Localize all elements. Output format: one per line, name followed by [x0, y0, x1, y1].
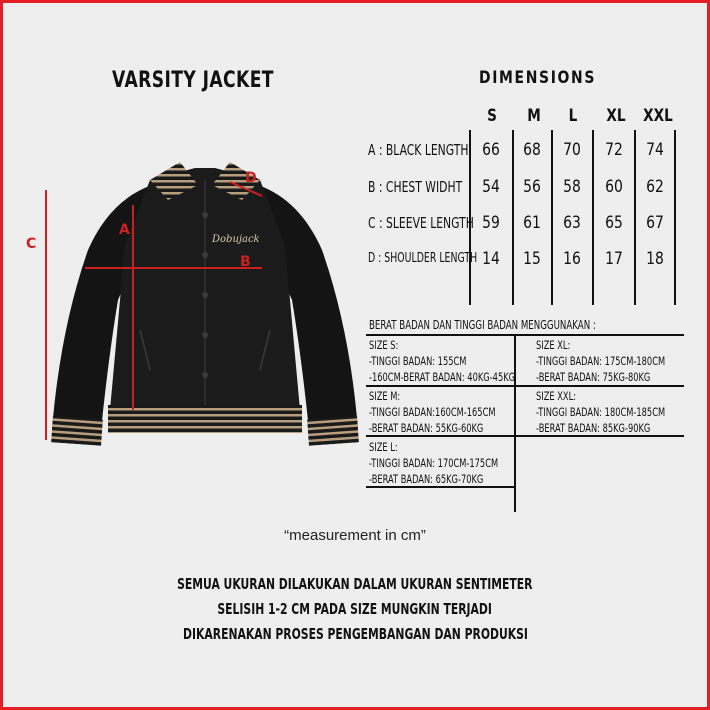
fit-height-line: -TINGGI BADAN: 155CM — [369, 354, 467, 368]
fit-guide-divider — [366, 486, 514, 488]
table-divider — [512, 130, 514, 305]
fit-height-line: -TINGGI BADAN:160CM-165CM — [369, 405, 496, 419]
fit-size-label: SIZE S: — [369, 338, 399, 352]
fit-height-line: -TINGGI BADAN: 170CM-175CM — [369, 456, 499, 470]
table-cell: 66 — [482, 140, 500, 160]
fit-weight-line: -BERAT BADAN: 55KG-60KG — [369, 421, 484, 435]
fit-guide-divider — [514, 334, 516, 512]
disclaimer-text: DIKARENAKAN PROSES PENGEMBANGAN DAN PRODUKSI — [182, 625, 528, 643]
jacket-title: VARSITY JACKET — [112, 68, 274, 93]
table-cell: 56 — [523, 177, 541, 197]
table-cell: 59 — [482, 213, 500, 233]
fit-weight-line: -BERAT BADAN: 65KG-70KG — [369, 472, 484, 486]
table-divider — [592, 130, 594, 305]
table-cell: 61 — [523, 213, 541, 233]
fit-guide-divider — [366, 435, 684, 437]
fit-weight-line: -BERAT BADAN: 85KG-90KG — [536, 421, 651, 435]
fit-size-label: SIZE L: — [369, 440, 398, 454]
table-cell: 67 — [646, 213, 664, 233]
fit-guide-heading: BERAT BADAN DAN TINGGI BADAN MENGGUNAKAN : — [369, 318, 596, 332]
row-label-b: B : CHEST WIDHT — [368, 178, 463, 196]
table-cell: 63 — [563, 213, 581, 233]
disclaimer-text: SELISIH 1-2 CM PADA SIZE MUNGKIN TERJADI — [217, 600, 493, 618]
table-cell: 62 — [646, 177, 664, 197]
table-cell: 72 — [605, 140, 623, 160]
fit-guide-divider — [366, 334, 684, 336]
table-divider — [674, 130, 676, 305]
column-header-l: L — [568, 106, 578, 126]
table-cell: 68 — [523, 140, 541, 160]
table-cell: 15 — [523, 249, 541, 269]
table-cell: 18 — [646, 249, 664, 269]
table-cell: 14 — [482, 249, 500, 269]
table-cell: 74 — [646, 140, 664, 160]
fit-height-line: -TINGGI BADAN: 175CM-180CM — [536, 354, 666, 368]
row-label-a: A : BLACK LENGTH — [368, 141, 469, 159]
marker-c-label: C — [26, 236, 37, 252]
column-header-xl: XL — [606, 106, 626, 126]
fit-size-label: SIZE XXL: — [536, 389, 576, 403]
disclaimer-text: SEMUA UKURAN DILAKUKAN DALAM UKURAN SENTIMETER — [177, 575, 533, 593]
column-header-m: M — [527, 106, 541, 126]
measurement-note: “measurement in cm” — [284, 527, 426, 544]
fit-height-line: -TINGGI BADAN: 180CM-185CM — [536, 405, 666, 419]
dimensions-title: DIMENSIONS — [479, 68, 597, 88]
row-label-d: D : SHOULDER LENGTH — [368, 251, 478, 266]
disclaimer-line-2 — [0, 600, 710, 618]
table-cell: 17 — [605, 249, 623, 269]
table-cell: 58 — [563, 177, 581, 197]
marker-b-label: B — [240, 254, 251, 270]
fit-weight-line: -160CM-BERAT BADAN: 40KG-45KG — [369, 370, 516, 384]
marker-d-label: D — [245, 170, 257, 186]
disclaimer-line-3 — [0, 625, 710, 643]
disclaimer-line-1 — [0, 575, 710, 593]
fit-size-label: SIZE XL: — [536, 338, 571, 352]
table-divider — [551, 130, 553, 305]
table-cell: 65 — [605, 213, 623, 233]
table-cell: 16 — [563, 249, 581, 269]
fit-weight-line: -BERAT BADAN: 75KG-80KG — [536, 370, 651, 384]
column-header-xxl: XXL — [643, 106, 673, 126]
marker-a-label: A — [119, 222, 130, 238]
row-label-c: C : SLEEVE LENGTH — [368, 214, 474, 232]
brand-logo: Dobujack — [212, 234, 260, 245]
table-divider — [634, 130, 636, 305]
fit-guide-divider — [366, 385, 684, 387]
column-header-s: S — [487, 106, 497, 126]
table-cell: 70 — [563, 140, 581, 160]
table-cell: 54 — [482, 177, 500, 197]
table-cell: 60 — [605, 177, 623, 197]
fit-size-label: SIZE M: — [369, 389, 401, 403]
